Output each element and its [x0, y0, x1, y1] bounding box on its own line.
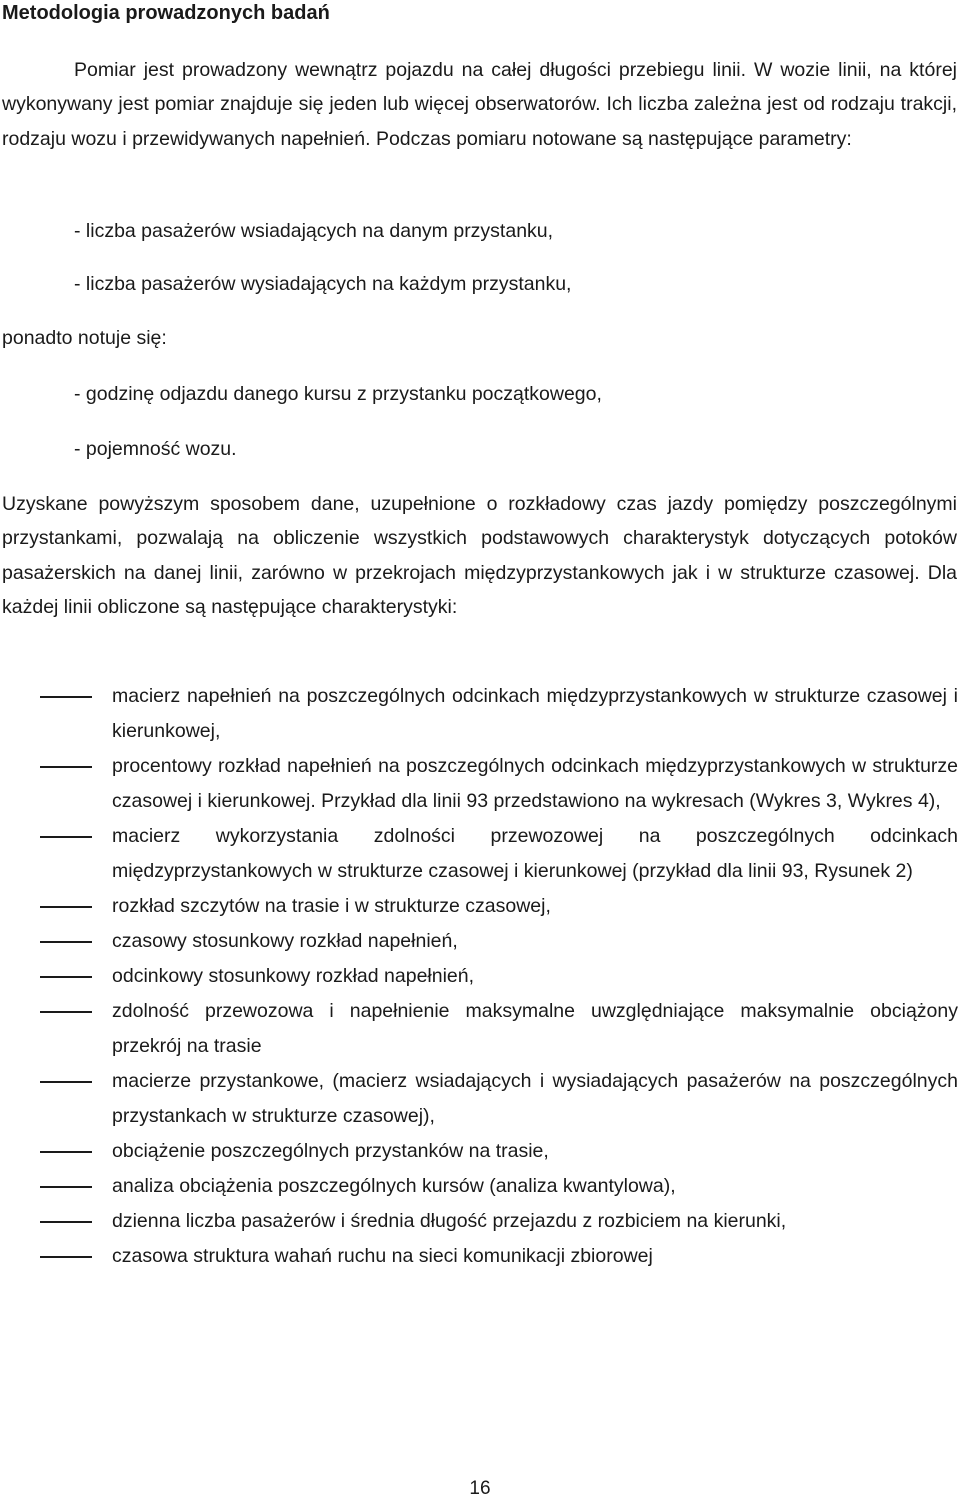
- intro-paragraph: [2, 53, 957, 156]
- section-title: Metodologia prowadzonych badań: [2, 2, 330, 24]
- param-item: - liczba pasażerów wysiadających na każdym przystanku,: [74, 273, 572, 295]
- dash-bullet: [40, 976, 92, 978]
- characteristics-list: [0, 679, 960, 1274]
- list-item: czasowy stosunkowy rozkład napełnień,: [0, 924, 958, 959]
- list-item: czasowa struktura wahań ruchu na sieci komunikacji zbiorowej: [0, 1239, 958, 1274]
- dash-bullet: [40, 1256, 92, 1258]
- dash-bullet: [40, 941, 92, 943]
- list-item: analiza obciążenia poszczególnych kursów (analiza kwantylowa),: [0, 1169, 958, 1204]
- dash-bullet: [40, 836, 92, 838]
- dash-bullet: [40, 1221, 92, 1223]
- dash-bullet: [40, 906, 92, 908]
- results-paragraph: Uzyskane powyższym sposobem dane, uzupełnione o rozkładowy czas jazdy pomiędzy poszczególnymi przystankami, pozwalają na obliczenie wszystkich podstawowych charakterystyk dotyczących potoków pasażerskich na danej linii, zarówno w przekrojach międzyprzystankowych jak i w strukturze czasowej. Dla każdej linii obliczone są następujące charakterystyki:: [2, 493, 957, 618]
- list-item: macierze przystankowe, (macierz wsiadających i wysiadających pasażerów na poszczególnych przystankach w strukturze czasowej),: [0, 1064, 958, 1134]
- param-item: - liczba pasażerów wsiadających na danym przystanku,: [74, 220, 554, 242]
- intro-text: Pomiar jest prowadzony wewnątrz pojazdu na całej długości przebiegu linii. W wozie linii, na której wykonywany jest pomiar znajduje się jeden lub więcej obserwatorów. Ich liczba zależna jest od rodzaju trakcji, rodzaju wozu i przewidywanych napełnień. Podczas pomiaru notowane są następujące parametry:: [2, 59, 957, 150]
- also-label: ponadto notuje się:: [2, 327, 167, 349]
- list-item: dzienna liczba pasażerów i średnia długość przejazdu z rozbiciem na kierunki,: [0, 1204, 958, 1239]
- also-item: - godzinę odjazdu danego kursu z przystanku początkowego,: [74, 383, 602, 405]
- dash-bullet: [40, 1151, 92, 1153]
- list-item: rozkład szczytów na trasie i w strukturze czasowej,: [0, 889, 958, 924]
- dash-bullet: [40, 1081, 92, 1083]
- list-item: procentowy rozkład napełnień na poszczególnych odcinkach międzyprzystankowych w strukturze czasowej i kierunkowej. Przykład dla linii 93 przedstawiono na wykresach (Wykres 3, Wykres 4),: [0, 749, 958, 819]
- page-number: 16: [469, 1478, 491, 1499]
- dash-bullet: [40, 1011, 92, 1013]
- dash-bullet: [40, 766, 92, 768]
- list-item: macierz wykorzystania zdolności przewozowej na poszczególnych odcinkach międzyprzystankowych w strukturze czasowej i kierunkowej (przykład dla linii 93, Rysunek 2): [0, 819, 958, 889]
- dash-bullet: [40, 696, 92, 698]
- list-item: macierz napełnień na poszczególnych odcinkach międzyprzystankowych w strukturze czasowej i kierunkowej,: [0, 679, 958, 749]
- list-item: zdolność przewozowa i napełnienie maksymalne uwzględniające maksymalnie obciążony przekrój na trasie: [0, 994, 958, 1064]
- list-item: obciążenie poszczególnych przystanków na trasie,: [0, 1134, 958, 1169]
- list-item: odcinkowy stosunkowy rozkład napełnień,: [0, 959, 958, 994]
- dash-bullet: [40, 1186, 92, 1188]
- also-item: - pojemność wozu.: [74, 438, 237, 460]
